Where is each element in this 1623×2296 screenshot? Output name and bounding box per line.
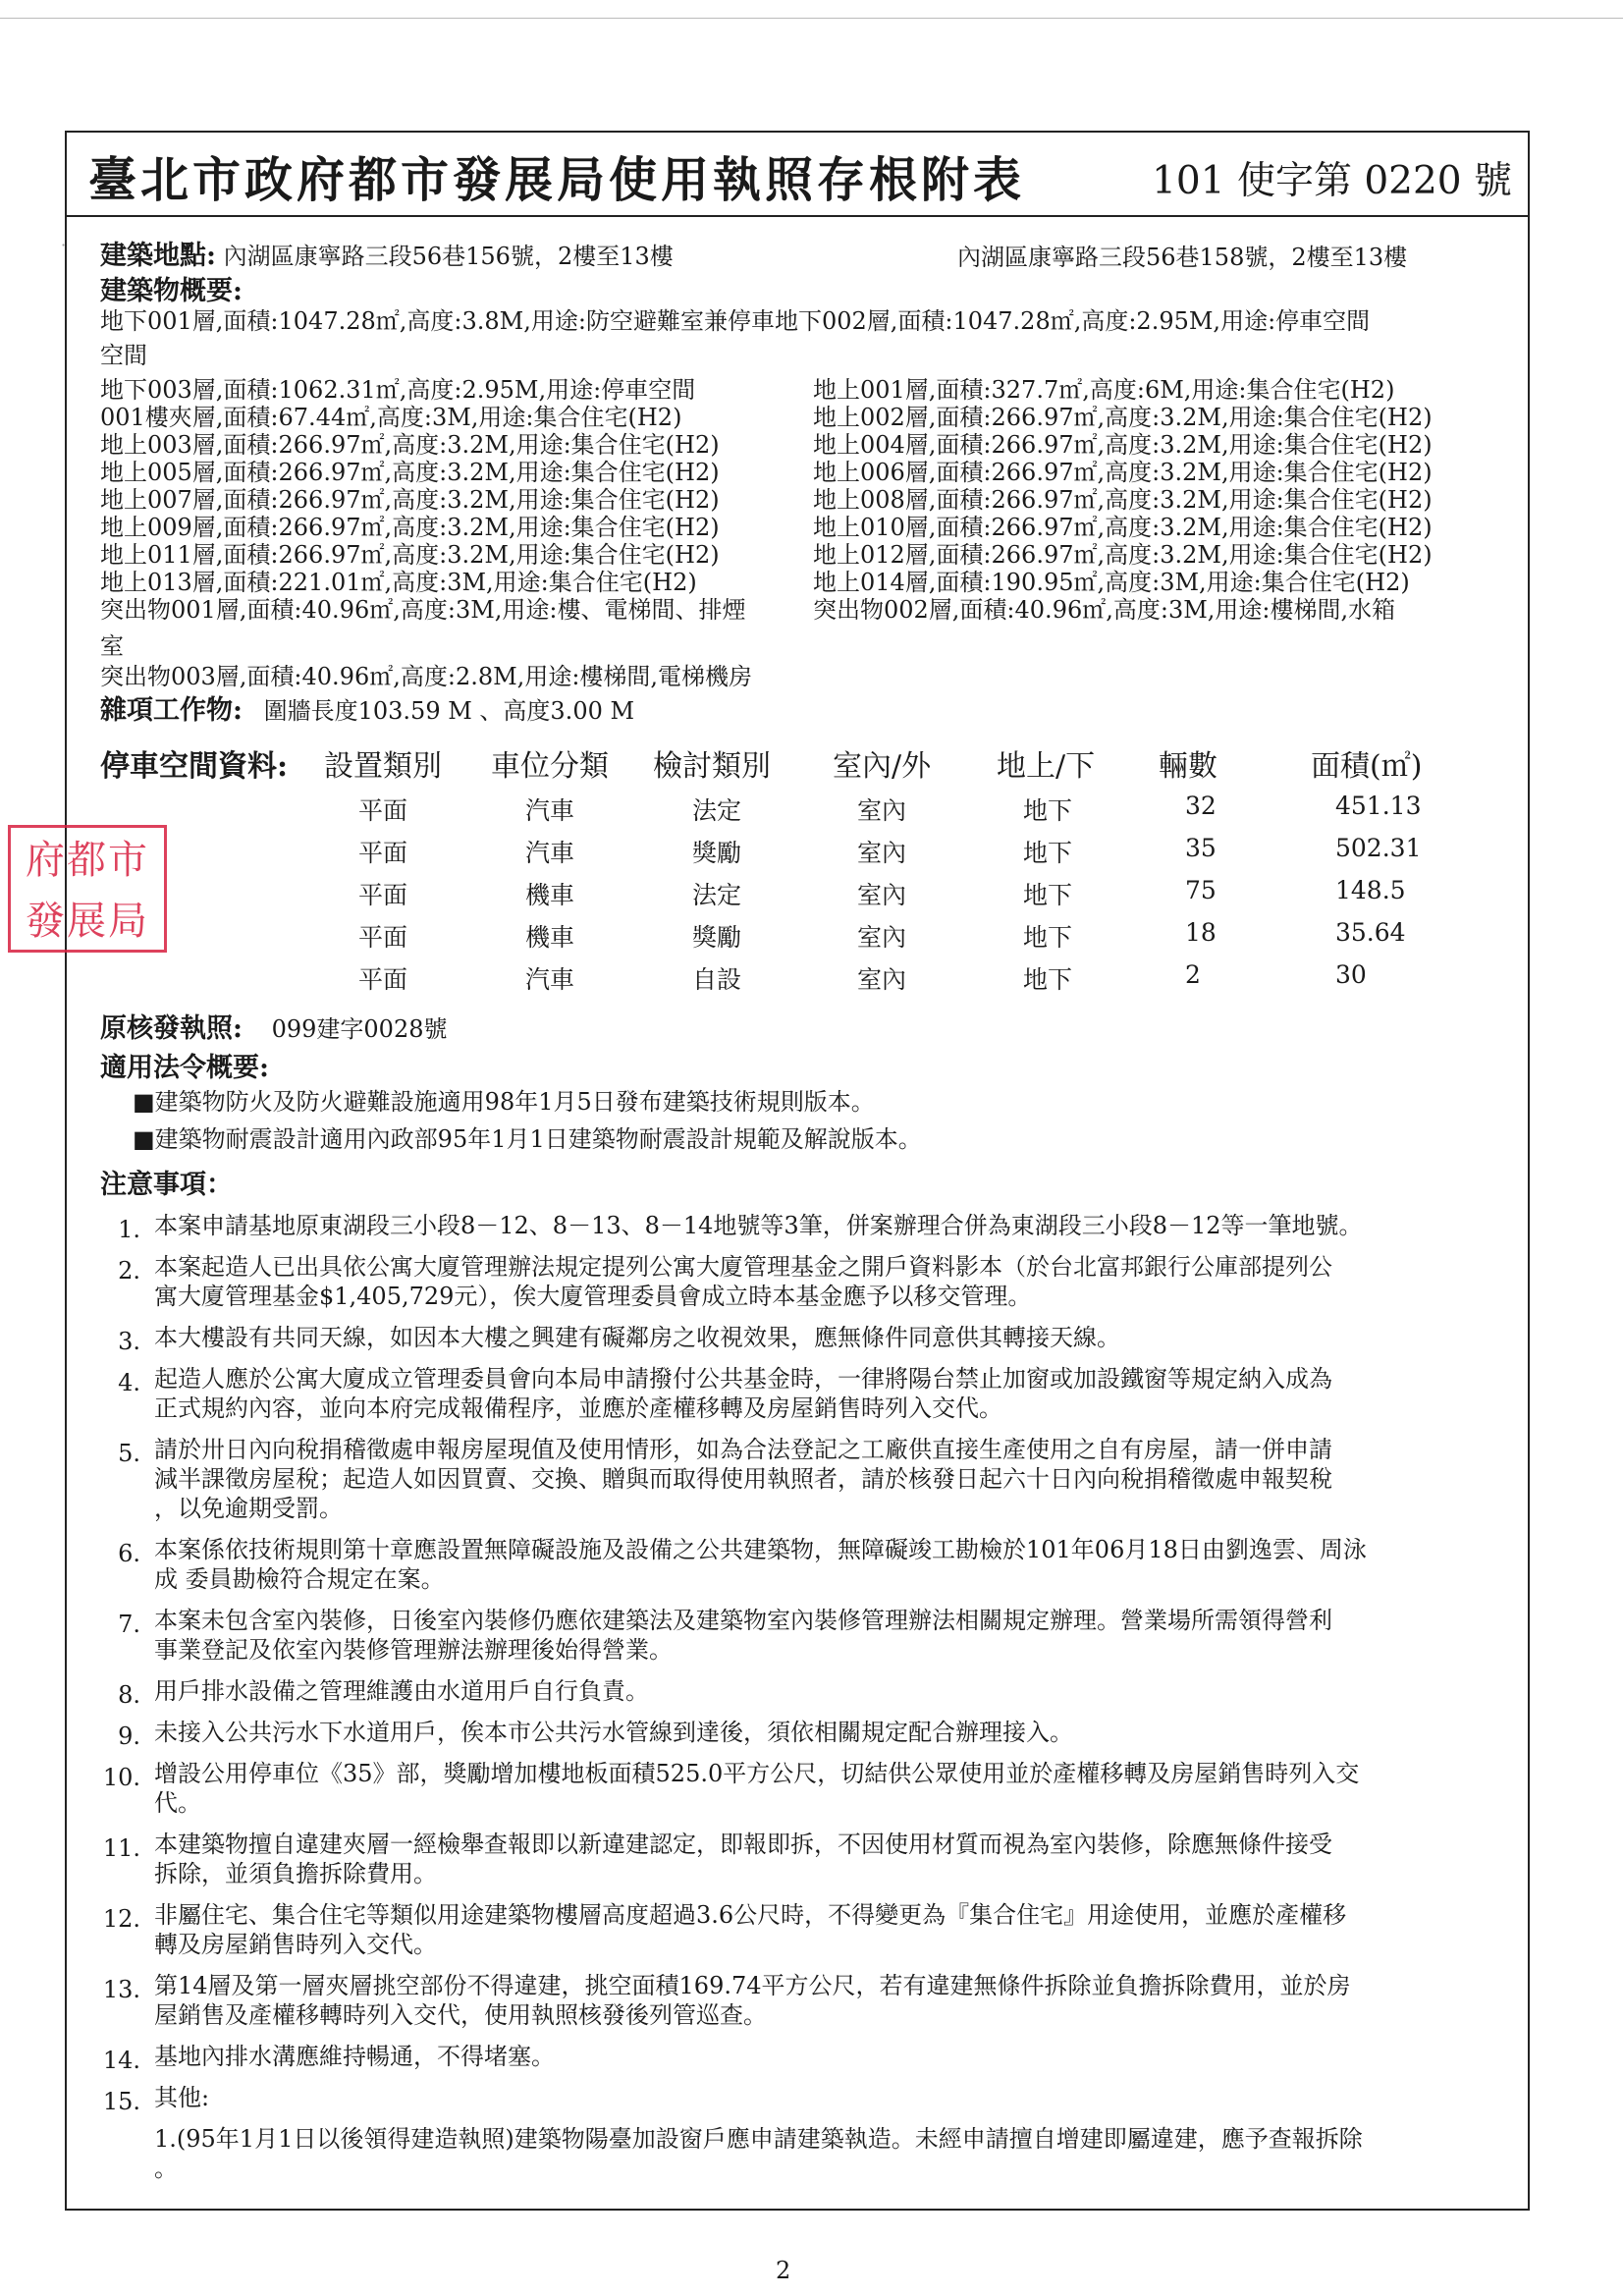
scan-edge-line xyxy=(0,18,1623,19)
overview-right-line: 地上010層,面積:266.97㎡,高度:3.2M,用途:集合住宅(H2) xyxy=(813,514,1433,541)
note-line: 正式規約內容，並向本府完成報備程序，並應於產權移轉及房屋銷售時列入交代。 xyxy=(154,1394,1002,1422)
site-label: 建築地點: xyxy=(100,241,216,271)
overview-left-line: 地上003層,面積:266.97㎡,高度:3.2M,用途:集合住宅(H2) xyxy=(100,431,720,459)
misc-label: 雜項工作物: xyxy=(100,695,243,726)
note-number: 10. xyxy=(102,1764,140,1791)
note-line: 本案未包含室內裝修，日後室內裝修仍應依建築法及建築物室內裝修管理辦法相關規定辦理。營業場所需領得營利 xyxy=(154,1607,1332,1634)
misc-value: 圍牆長度103.59 M 、高度3.00 M xyxy=(263,697,635,725)
note-line: 轉及房屋銷售時列入交代。 xyxy=(154,1931,437,1958)
parking-cell: 35.64 xyxy=(1335,918,1406,947)
parking-header: 面積(㎡) xyxy=(1311,749,1423,784)
parking-cell: 汽車 xyxy=(525,965,575,994)
parking-cell: 獎勵 xyxy=(692,923,742,952)
misc-row xyxy=(100,697,634,724)
note-line: 其他: xyxy=(154,2084,210,2111)
note-number: 4. xyxy=(118,1369,140,1396)
note-number: 9. xyxy=(118,1722,140,1750)
note-line: ，以免逾期受罰。 xyxy=(154,1495,343,1522)
site-address-1: 內湖區康寧路三段56巷156號，2樓至13樓 xyxy=(223,243,674,270)
overview-right-line: 地上002層,面積:266.97㎡,高度:3.2M,用途:集合住宅(H2) xyxy=(813,404,1433,431)
official-seal xyxy=(8,825,167,953)
overview-left-line: 地下003層,面積:1062.31㎡,高度:2.95M,用途:停車空間 xyxy=(100,376,696,404)
overview-right-line: 地上001層,面積:327.7㎡,高度:6M,用途:集合住宅(H2) xyxy=(813,376,1395,404)
scan-mark: · xyxy=(61,236,67,254)
law-item: ■建築物防火及防火避難設施適用98年1月5日發布建築技術規則版本。 xyxy=(133,1088,875,1116)
note-line: 用戶排水設備之管理維護由水道用戶自行負責。 xyxy=(154,1677,649,1705)
parking-cell: 平面 xyxy=(358,796,408,825)
note-line: 寓大廈管理基金$1,405,729元），俟大廈管理委員會成立時本基金應予以移交管理。 xyxy=(154,1283,1032,1310)
parking-cell: 平面 xyxy=(358,923,408,952)
permit-number: 101 使字第 0220 號 xyxy=(1152,159,1512,203)
note-number: 12. xyxy=(102,1905,140,1933)
seal-line: 發展局 xyxy=(26,899,149,944)
overview-right-line: 地上008層,面積:266.97㎡,高度:3.2M,用途:集合住宅(H2) xyxy=(813,486,1433,514)
overview-left-line: 地上007層,面積:266.97㎡,高度:3.2M,用途:集合住宅(H2) xyxy=(100,486,720,514)
overview-right-line: 地上014層,面積:190.95㎡,高度:3M,用途:集合住宅(H2) xyxy=(813,569,1410,596)
parking-cell: 獎勵 xyxy=(692,839,742,867)
original-row xyxy=(100,1015,448,1042)
parking-cell: 機車 xyxy=(525,881,575,909)
parking-cell: 2 xyxy=(1185,960,1201,989)
note-line: 非屬住宅、集合住宅等類似用途建築物樓層高度超過3.6公尺時，不得變更為『集合住宅』用途使用，並應於產權移 xyxy=(154,1901,1347,1929)
parking-cell: 汽車 xyxy=(525,796,575,825)
document-title: 臺北市政府都市發展局使用執照存根附表 xyxy=(88,151,1026,208)
parking-cell: 地下 xyxy=(1023,881,1073,909)
law-item: ■建築物耐震設計適用內政部95年1月1日建築物耐震設計規範及解說版本。 xyxy=(133,1125,922,1153)
note-number: 6. xyxy=(118,1540,140,1567)
note-number: 3. xyxy=(118,1328,140,1355)
overview-left-line: 001樓夾層,面積:67.44㎡,高度:3M,用途:集合住宅(H2) xyxy=(100,404,682,431)
note-line: 成 委員勘檢符合規定在案。 xyxy=(154,1565,445,1593)
parking-cell: 451.13 xyxy=(1335,792,1422,820)
note-number: 15. xyxy=(102,2088,140,2115)
overview-right-line: 地上004層,面積:266.97㎡,高度:3.2M,用途:集合住宅(H2) xyxy=(813,431,1433,459)
parking-cell: 室內 xyxy=(857,881,907,909)
parking-cell: 自設 xyxy=(692,965,742,994)
parking-cell: 汽車 xyxy=(525,839,575,867)
parking-cell: 室內 xyxy=(857,923,907,952)
parking-cell: 35 xyxy=(1185,834,1217,862)
note-line: 本大樓設有共同天線，如因本大樓之興建有礙鄰房之收視效果，應無條件同意供其轉接天線。 xyxy=(154,1324,1120,1351)
parking-header: 輛數 xyxy=(1159,749,1217,784)
note-number: 1. xyxy=(118,1216,140,1243)
parking-cell: 地下 xyxy=(1023,923,1073,952)
original-value: 099建字0028號 xyxy=(271,1015,448,1043)
overview-left-line: 地上013層,面積:221.01㎡,高度:3M,用途:集合住宅(H2) xyxy=(100,569,697,596)
seal-line: 府都市 xyxy=(26,838,149,883)
parking-cell: 機車 xyxy=(525,923,575,952)
parking-cell: 148.5 xyxy=(1335,876,1406,904)
overview-last: 突出物003層,面積:40.96㎡,高度:2.8M,用途:樓梯間,電梯機房 xyxy=(100,663,753,690)
overview-left-line: 地上009層,面積:266.97㎡,高度:3.2M,用途:集合住宅(H2) xyxy=(100,514,720,541)
parking-cell: 室內 xyxy=(857,965,907,994)
notes-label: 注意事項： xyxy=(100,1170,233,1200)
note-line: 請於卅日內向稅捐稽徵處申報房屋現值及使用情形，如為合法登記之工廠供直接生產使用之自有房屋，請一併申請 xyxy=(154,1436,1332,1463)
page-number: 2 xyxy=(776,2257,791,2284)
note-line: 事業登記及依室內裝修管理辦法辦理後始得營業。 xyxy=(154,1636,673,1664)
overview-right-line: 地上006層,面積:266.97㎡,高度:3.2M,用途:集合住宅(H2) xyxy=(813,459,1433,486)
parking-cell: 502.31 xyxy=(1335,834,1422,862)
note-line: 代。 xyxy=(154,1789,201,1817)
note-line: 第14層及第一層夾層挑空部份不得違建，挑空面積169.74平方公尺，若有違建無條件拆除並負擔拆除費用，並於房 xyxy=(154,1972,1351,1999)
note-line: 本案起造人已出具依公寓大廈管理辦法規定提列公寓大廈管理基金之開戶資料影本（於台北富邦銀行公庫部提列公 xyxy=(154,1253,1332,1281)
site-row xyxy=(100,243,674,269)
overview-left-line: 地上011層,面積:266.97㎡,高度:3.2M,用途:集合住宅(H2) xyxy=(100,541,720,569)
parking-header: 設置類別 xyxy=(324,749,442,784)
parking-cell: 平面 xyxy=(358,881,408,909)
parking-cell: 地下 xyxy=(1023,796,1073,825)
parking-header: 室內/外 xyxy=(833,749,932,784)
overview-right-line: 地上012層,面積:266.97㎡,高度:3.2M,用途:集合住宅(H2) xyxy=(813,541,1433,569)
note-line: 起造人應於公寓大廈成立管理委員會向本局申請撥付公共基金時，一律將陽台禁止加窗或加設鐵窗等規定納入成為 xyxy=(154,1365,1332,1393)
overview-label: 建築物概要: xyxy=(100,276,243,306)
note-number: 2. xyxy=(118,1257,140,1285)
parking-cell: 地下 xyxy=(1023,965,1073,994)
parking-header: 地上/下 xyxy=(997,749,1096,784)
parking-label: 停車空間資料: xyxy=(100,749,289,784)
note-number: 5. xyxy=(118,1440,140,1467)
note-number: 7. xyxy=(118,1611,140,1638)
overview-wrap: 室 xyxy=(100,632,124,660)
note-other-line: 。 xyxy=(154,2155,178,2182)
site-address-2: 內湖區康寧路三段56巷158號，2樓至13樓 xyxy=(957,244,1408,271)
parking-header: 車位分類 xyxy=(491,749,609,784)
original-label: 原核發執照: xyxy=(100,1013,243,1044)
overview-line-1b: 空間 xyxy=(100,342,147,369)
note-line: 基地內排水溝應維持暢通，不得堵塞。 xyxy=(154,2043,555,2070)
note-line: 本案申請基地原東湖段三小段8－12、8－13、8－14地號等3筆，併案辦理合併為東湖段三小段8－12等一筆地號。 xyxy=(154,1212,1363,1239)
parking-cell: 地下 xyxy=(1023,839,1073,867)
parking-cell: 室內 xyxy=(857,796,907,825)
parking-cell: 18 xyxy=(1185,918,1217,947)
note-other-line: 1.(95年1月1日以後領得建造執照)建築物陽臺加設窗戶應申請建築執造。未經申請擅自增建即屬違建，應予查報拆除 xyxy=(154,2125,1363,2153)
laws-label: 適用法令概要: xyxy=(100,1053,269,1083)
parking-cell: 32 xyxy=(1185,792,1217,820)
parking-cell: 平面 xyxy=(358,839,408,867)
overview-right-line: 突出物002層,面積:40.96㎡,高度:3M,用途:樓梯間,水箱 xyxy=(813,596,1396,624)
note-line: 未接入公共污水下水道用戶，俟本市公共污水管線到達後，須依相關規定配合辦理接入。 xyxy=(154,1719,1073,1746)
note-number: 11. xyxy=(102,1834,140,1862)
note-line: 減半課徵房屋稅；起造人如因買賣、交換、贈與而取得使用執照者，請於核發日起六十日內向稅捐稽徵處申報契稅 xyxy=(154,1465,1332,1493)
note-line: 本案係依技術規則第十章應設置無障礙設施及設備之公共建築物，無障礙竣工勘檢於101年06月18日由劉逸雲、周泳 xyxy=(154,1536,1367,1563)
note-number: 13. xyxy=(102,1976,140,2003)
parking-cell: 30 xyxy=(1335,960,1367,989)
parking-cell: 法定 xyxy=(692,796,742,825)
note-line: 增設公用停車位《35》部，獎勵增加樓地板面積525.0平方公尺，切結供公眾使用並於產權移轉及房屋銷售時列入交 xyxy=(154,1760,1360,1787)
note-line: 屋銷售及產權移轉時列入交代，使用執照核發後列管巡查。 xyxy=(154,2001,767,2029)
note-number: 8. xyxy=(118,1681,140,1709)
overview-left-line: 突出物001層,面積:40.96㎡,高度:3M,用途:樓、電梯間、排煙 xyxy=(100,596,746,624)
parking-cell: 平面 xyxy=(358,965,408,994)
parking-cell: 室內 xyxy=(857,839,907,867)
note-line: 本建築物擅自違建夾層一經檢舉查報即以新違建認定，即報即拆，不因使用材質而視為室內裝修，除應無條件接受 xyxy=(154,1831,1332,1858)
parking-cell: 法定 xyxy=(692,881,742,909)
note-number: 14. xyxy=(102,2047,140,2074)
parking-header: 檢討類別 xyxy=(653,749,771,784)
overview-left-line: 地上005層,面積:266.97㎡,高度:3.2M,用途:集合住宅(H2) xyxy=(100,459,720,486)
title-row xyxy=(67,133,1528,217)
note-line: 拆除，並須負擔拆除費用。 xyxy=(154,1860,437,1887)
parking-cell: 75 xyxy=(1185,876,1217,904)
overview-line-1: 地下001層,面積:1047.28㎡,高度:3.8M,用途:防空避難室兼停車地下002層,面積:1047.28㎡,高度:2.95M,用途:停車空間 xyxy=(100,307,1371,335)
